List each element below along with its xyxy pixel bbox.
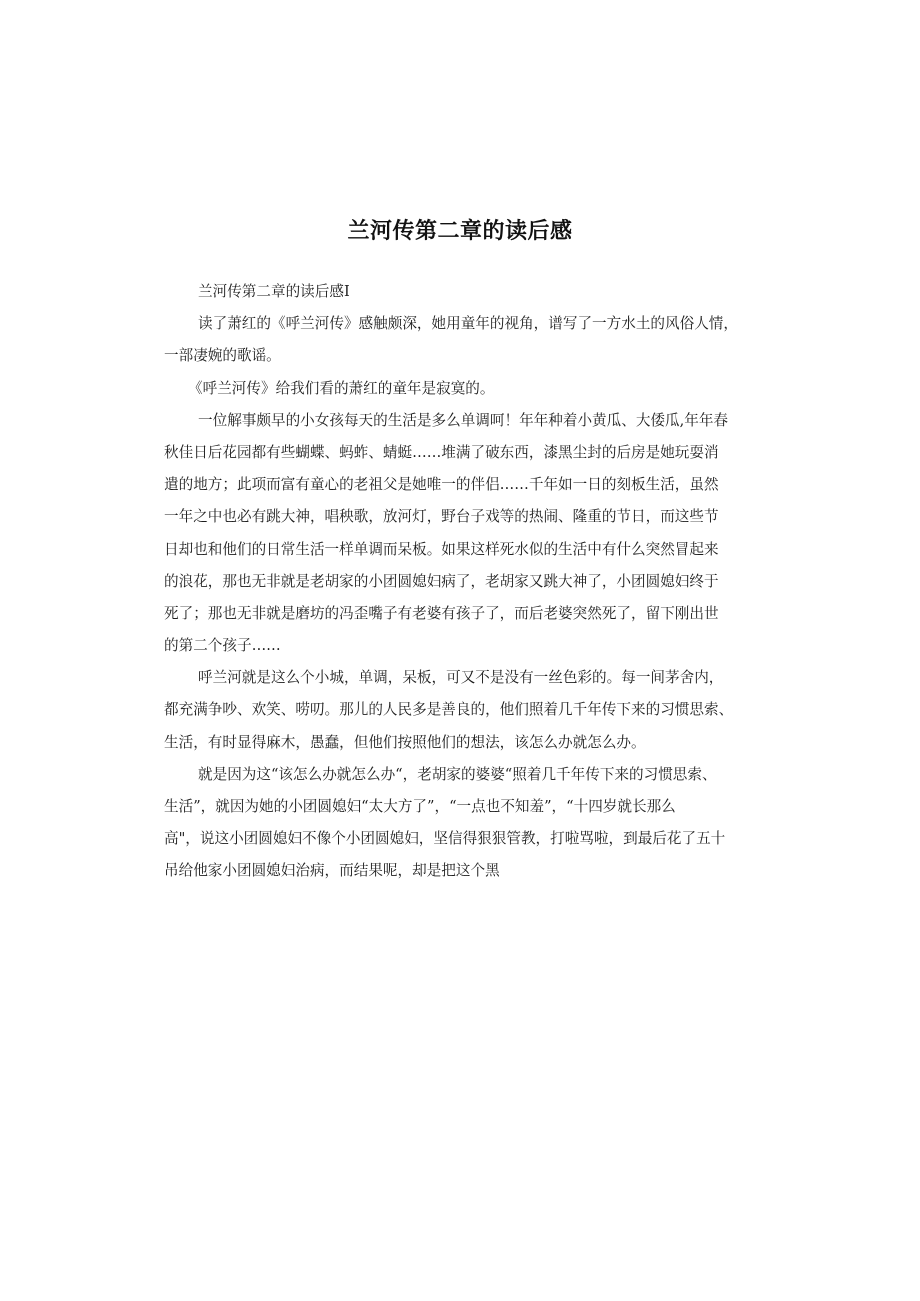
paragraph-line: 《呼兰河传》给我们看的萧红的童年是寂寞的。 xyxy=(188,379,495,397)
paragraph-line: 都充满争吵、欢笑、唠叨。那儿的人民多是善良的，他们照着几千年传下来的习惯思索、 xyxy=(164,701,734,719)
paragraph-line: 一年之中也必有跳大神，唱秧歌，放河灯，野台子戏等的热闹、隆重的节日，而这些节 xyxy=(164,508,719,526)
document-body xyxy=(164,276,764,888)
paragraph-line: 遣的地方；此项而富有童心的老祖父是她唯一的伴侣……千年如一日的刻板生活，虽然 xyxy=(164,476,719,494)
paragraph-line: 日却也和他们的日常生活一样单调而呆板。如果这样死水似的生活中有什么突然冒起来 xyxy=(164,540,719,558)
paragraph-line: 死了；那也无非就是磨坊的冯歪嘴子有老婆有孩子了，而后老婆突然死了，留下刚出世 xyxy=(164,604,719,622)
paragraph-line: 生活，有时显得麻木，愚蠢，但他们按照他们的想法，该怎么办就怎么办。 xyxy=(164,733,646,751)
paragraph-line: 就是因为这“该怎么办就怎么办“，老胡家的婆婆“照着几千年传下来的习惯思索、 xyxy=(198,765,717,783)
paragraph-line: 生活”，就因为她的小团圆媳妇“太大方了”，“一点也不知羞”，“十四岁就长那么 xyxy=(164,798,676,815)
paragraph-line: 的浪花，那也无非就是老胡家的小团圆媳妇病了，老胡家又跳大神了，小团圆媳妇终于 xyxy=(164,572,719,590)
paragraph-line: 高"，说这小团圆媳妇不像个小团圆媳妇，坚信得狠狠管教，打啦骂啦，到最后花了五十 xyxy=(164,830,726,848)
paragraph-heading: 兰河传第二章的读后感I xyxy=(198,283,350,300)
paragraph-line: 一位解事颇早的小女孩每天的生活是多么单调呵！年年种着小黄瓜、大倭瓜,年年春 xyxy=(198,411,729,429)
paragraph-line: 读了萧红的《呼兰河传》感触颇深，她用童年的视角，谱写了一方水土的风俗人情， xyxy=(198,315,738,333)
paragraph-line: 呼兰河就是这么个小城，单调，呆板，可又不是没有一丝色彩的。每一间茅舍内， xyxy=(198,669,724,687)
document-title: 兰河传第二章的读后感 xyxy=(347,219,573,244)
paragraph-line: 一部凄婉的歌谣。 xyxy=(164,347,281,365)
paragraph-line: 的第二个孩子…… xyxy=(164,637,281,655)
paragraph-line: 吊给他家小团圆媳妇治病，而结果呢，却是把这个黑 xyxy=(164,862,500,880)
paragraph-line: 秋佳日后花园都有些蝴蝶、蚂蚱、蜻蜓……堆满了破东西，漆黑尘封的后房是她玩耍消 xyxy=(164,443,719,461)
